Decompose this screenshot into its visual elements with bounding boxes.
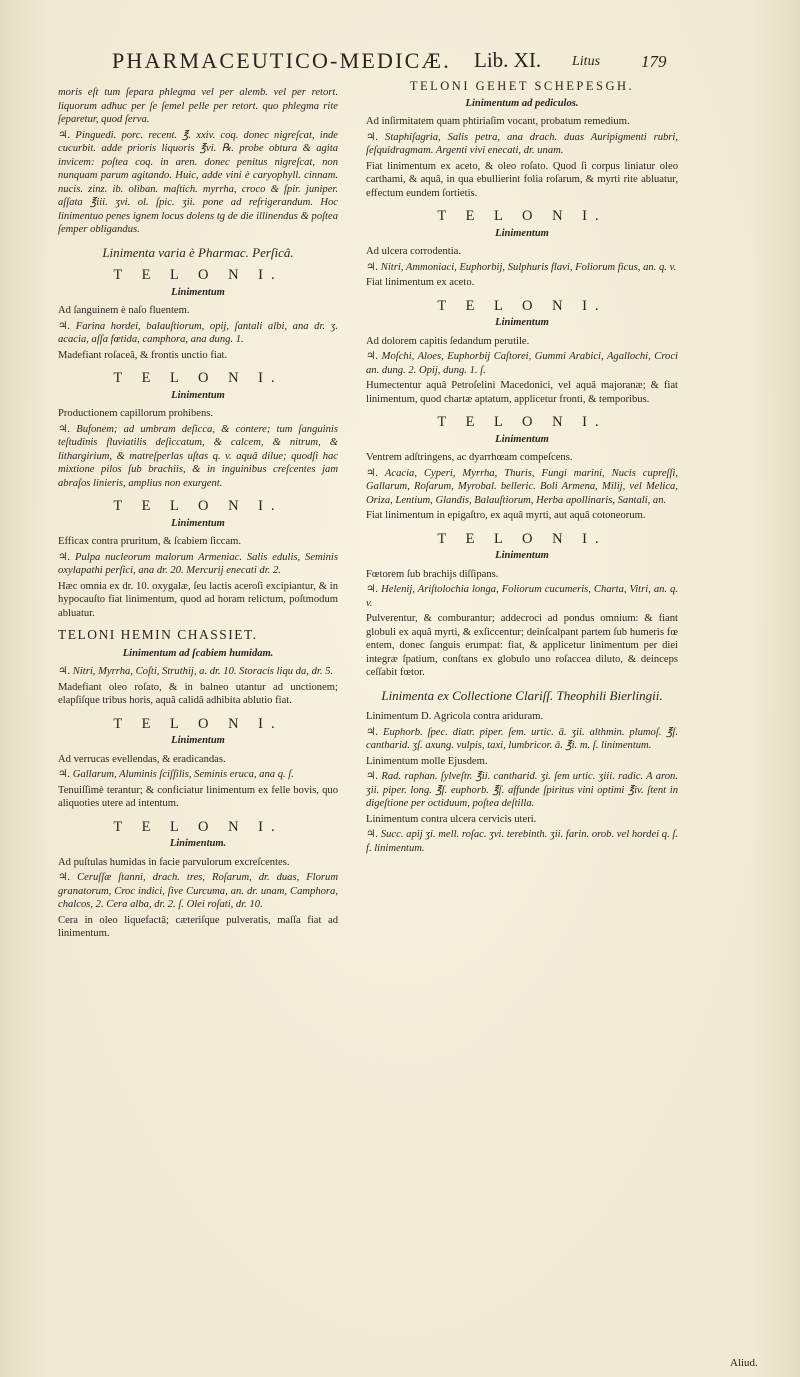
paragraph: Efficax contra pruritum, & ſcabiem ſiccam. bbox=[58, 536, 242, 547]
recipe-subheading: Linimentum ad pediculos. bbox=[465, 97, 579, 109]
recipe-author-heading: TELONI GEHET SCHEPESGH. bbox=[409, 79, 635, 93]
page-number: 179 bbox=[641, 52, 667, 71]
recipe-subheading: Linimentum bbox=[171, 286, 225, 298]
catchword: Aliud. bbox=[730, 1357, 758, 1369]
paragraph: Ad dolorem capitis ſedandum perutile. bbox=[366, 335, 530, 347]
recipe-ingredients: ♃. Pinguedi. porc. recent. ℥. xxiv. coq. donec nigreſcat, inde cucurbit. adde prioris liquoris ℥vi. ℞. probe obtura & agita invicem: poſtea coq. in aren. donec penitus nigreſcat, non nunquam parum agitando. Huic, adde vini è caryophyll. cinnam. nucis. zinz. ib. oliban. maſtich. myrrha, croco & ſpir. juniper. aſſata ℥iii. ʒvi. ol. ſpic. ʒii. pone ad refrigerandum. Hoc linimentuo penes ignem locus dolens tg de die illinendus & poſtea ſemper obligandus. bbox=[58, 129, 338, 235]
paragraph: Humectentur aquâ Petroſelini Macedonici, vel aquâ majoranæ; & fiat linimentum, quod chartæ aptatum, applicetur fronti, & temporibus. bbox=[366, 380, 678, 405]
recipe-ingredients: ♃. Acacia, Cyperi, Myrrha, Thuris, Fungi marini, Nucis cupreſſi, Gallarum, Roſarum, Myrobal. belleric. Boli Armena, Milij, vel Melica, Oriza, Lentium, Glandis, Balauſtiorum, Herba apollinaris, Santali, an. bbox=[366, 467, 678, 506]
right-column bbox=[366, 80, 678, 857]
recipe-ingredients: ♃. Nitri, Ammoniaci, Euphorbij, Sulphuris flavi, Foliorum ficus, an. q. v. bbox=[366, 261, 677, 273]
recipe-ingredients: ♃. Gallarum, Aluminis ſciſſilis, Seminis eruca, ana q. ſ. bbox=[58, 769, 294, 780]
paragraph: Linimentum contra ulcera cervicis uteri. bbox=[366, 813, 537, 825]
recipe-ingredients: ♃. Pulpa nucleorum malorum Armeniac. Salis edulis, Seminis oxylapathi perſici, ana dr. 20. Mercurij enecati dr. 2. bbox=[58, 551, 338, 576]
recipe-author-heading: T E L O N I. bbox=[437, 297, 607, 314]
recipe-subheading: Linimentum bbox=[495, 550, 549, 561]
paragraph: Cera in oleo liquefactâ; cæteriſque pulveratis, maſſa fiat ad linimentum. bbox=[58, 914, 338, 939]
section-heading: Linimenta varia è Pharmac. Perſicâ. bbox=[102, 244, 294, 260]
recipe-ingredients: ♃. Ceruſſæ ſtanni, drach. tres, Roſarum, dr. duas, Florum granatorum, Croc indici, ſive Curcuma, an. dr. unam, Camphora, chalcos, 2. Cera alba, dr. 2. ſ. Olei roſati, dr. 10. bbox=[58, 872, 338, 910]
recipe-ingredients: moris eſt tum ſepara phlegma vel per alemb. vel per retort. liquorum adhuc per ſe ſemel pelle per retort. quo phlegma rite ſeparetur, quod ſerva. bbox=[58, 87, 338, 125]
recipe-author-heading: T E L O N I. bbox=[437, 530, 607, 547]
recipe-author-heading: T E L O N I. bbox=[113, 370, 283, 386]
recipe-subheading: Linimentum ad ſcabiem humidam. bbox=[122, 647, 274, 659]
recipe-subheading: Linimentum bbox=[495, 433, 549, 445]
recipe-author-heading: TELONI HEMIN CHASSIET. bbox=[58, 627, 258, 642]
paragraph: Productionem capillorum prohibens. bbox=[58, 408, 214, 419]
recipe-ingredients: ♃. Helenij, Ariſtolochia longa, Foliorum cucumeris, Charta, Vitri, an. q. v. bbox=[366, 584, 678, 609]
recipe-ingredients: ♃. Moſchi, Aloes, Euphorbij Caſtorei, Gummi Arabici, Agallochi, Croci an. dung. 2. Opij, dung. 1. ſ. bbox=[366, 351, 678, 376]
paragraph: Linimentum D. Agricola contra ariduram. bbox=[366, 711, 544, 722]
recipe-author-heading: T E L O N I. bbox=[113, 715, 283, 732]
recipe-ingredients: ♃. Farina hordei, balauſtiorum, opij, ſantali albi, ana dr. ʒ. acacia, aſſa fœtida, camphora, ana dung. 1. bbox=[58, 320, 338, 345]
recipe-author-heading: T E L O N I. bbox=[113, 818, 283, 835]
paragraph: Tenuiſſimè terantur; & conficiatur linimentum ex felle bovis, quo aliquoties utere ad intentum. bbox=[58, 784, 338, 809]
paragraph: Ventrem adſtringens, ac dyarrhœam compeſcens. bbox=[366, 452, 573, 463]
recipe-ingredients: ♃. Succ. apij ʒi. mell. roſac. ʒvi. terebinth. ʒii. farin. orob. vel hordei q. ſ. f. linimentum. bbox=[366, 829, 678, 854]
recipe-ingredients: ♃. Nitri, Myrrha, Coſti, Struthij, a. dr. 10. Storacis liqu da, dr. 5. bbox=[58, 666, 334, 677]
paragraph: Ad ſanguinem è naſo fluentem. bbox=[58, 305, 190, 316]
recipe-ingredients: ♃. Rad. raphan. ſylveſtr. ℥ii. cantharid. ʒi. ſem urtic. ʒiii. radic. A aron. ʒii. piper. long. ℥ſ. euphorb. ℥ſ. affunde ſpiritus vini optimi ℥iv. ſtent in digeſtione per octiduum, poſtea deſtilla. bbox=[366, 771, 678, 809]
recipe-subheading: Linimentum bbox=[495, 227, 549, 239]
header-book-number: Lib. XI. bbox=[474, 48, 542, 72]
recipe-subheading: Linimentum bbox=[171, 517, 225, 529]
paragraph: Madefiant roſaceâ, & frontis unctio fiat. bbox=[58, 349, 228, 361]
header-title: PHARMACEUTICO-MEDICÆ. bbox=[112, 48, 451, 73]
paragraph: Fiat linimentum ex aceto. bbox=[366, 277, 475, 288]
header-letter: Litus bbox=[572, 54, 601, 69]
paragraph: Fiat linimentum ex aceto, & oleo roſato. Quod ſi corpus liniatur oleo carthami, & aquâ, in qua ebullierint folia roſarum, & myrti rite abluatur, effectum eundem ſortietis. bbox=[366, 160, 678, 199]
recipe-ingredients: ♃. Staphiſagria, Salis petra, ana drach. duas Auripigmenti rubri, ſeſquidragmam. Argenti vivi enecati, dr. unam. bbox=[366, 131, 678, 156]
paragraph: Hæc omnia ex dr. 10. oxygalæ, ſeu lactis aceroſi excipiantur, & in hypocauſto fiat linimentum, quod ad horam relictum, poſtmodum abluatur. bbox=[58, 580, 338, 619]
paragraph: Madefiant oleo roſato, & in balneo utantur ad unctionem; elapſiſque tribus horis, aquâ calidâ adhibita ablutio fiat. bbox=[58, 681, 338, 706]
paragraph: Linimentum molle Ejusdem. bbox=[366, 755, 488, 767]
recipe-subheading: Linimentum bbox=[171, 735, 225, 746]
recipe-author-heading: T E L O N I. bbox=[437, 414, 607, 430]
paragraph: Ad verrucas evellendas, & eradicandas. bbox=[58, 753, 226, 765]
running-header bbox=[112, 44, 712, 78]
recipe-author-heading: T E L O N I. bbox=[437, 208, 607, 224]
section-heading: Linimenta ex Collectione Clariſſ. Theophili Bierlingii. bbox=[381, 687, 663, 703]
recipe-author-heading: T E L O N I. bbox=[113, 267, 283, 283]
recipe-author-heading: T E L O N I. bbox=[113, 498, 283, 514]
recipe-subheading: Linimentum. bbox=[169, 838, 227, 849]
paragraph: Ad puſtulas humidas in facie parvulorum excreſcentes. bbox=[58, 856, 290, 868]
recipe-ingredients: ♃. Euphorb. ſpec. diatr. piper. ſem. urtic. ā. ʒii. althmin. plumoſ. ℥ſ. cantharid. ʒſ. axung. vulpis, taxi, lumbricor. ā. ℥i. m. ſ. linimentum. bbox=[366, 726, 678, 751]
recipe-ingredients: ♃. Bufonem; ad umbram deſicca, & contere; tum ſanguinis teſtudinis fluviatilis deſiccatum, & calcem, & nitrum, & lithargirium, & matreſperlas uſtas q. v. aquâ dilue; quodſi hac mixtione pilos ſub brachiis, & in inguinibus creſcentes jam abraſos linieris, amplius non exurgent. bbox=[58, 423, 338, 489]
paragraph: Fiat linimentum in epigaſtro, ex aquâ myrti, aut aquâ cotoneorum. bbox=[366, 510, 646, 521]
paragraph: Ad ulcera corrodentia. bbox=[366, 246, 462, 257]
recipe-subheading: Linimentum bbox=[171, 389, 225, 401]
paragraph: Ad inſirmitatem quam phtiriaſim vocant, probatum remedium. bbox=[366, 116, 630, 127]
paragraph: Fœtorem ſub brachijs diſſipans. bbox=[366, 568, 499, 580]
left-column bbox=[58, 86, 338, 943]
recipe-subheading: Linimentum bbox=[495, 317, 549, 328]
paragraph: Pulverentur, & comburantur; addecroci ad pondus omnium: & fiant globuli ex aquâ myrti, & exſiccentur; deinſcalpant partem ſub humeris fœ entem, donec ſanguis erumpat: fiat, & applicetur linimentum per diei integræ ſpatium, conſtans ex globulo uno roſaccea diluto, & deinceps ceſſabit fœtor. bbox=[366, 613, 678, 678]
